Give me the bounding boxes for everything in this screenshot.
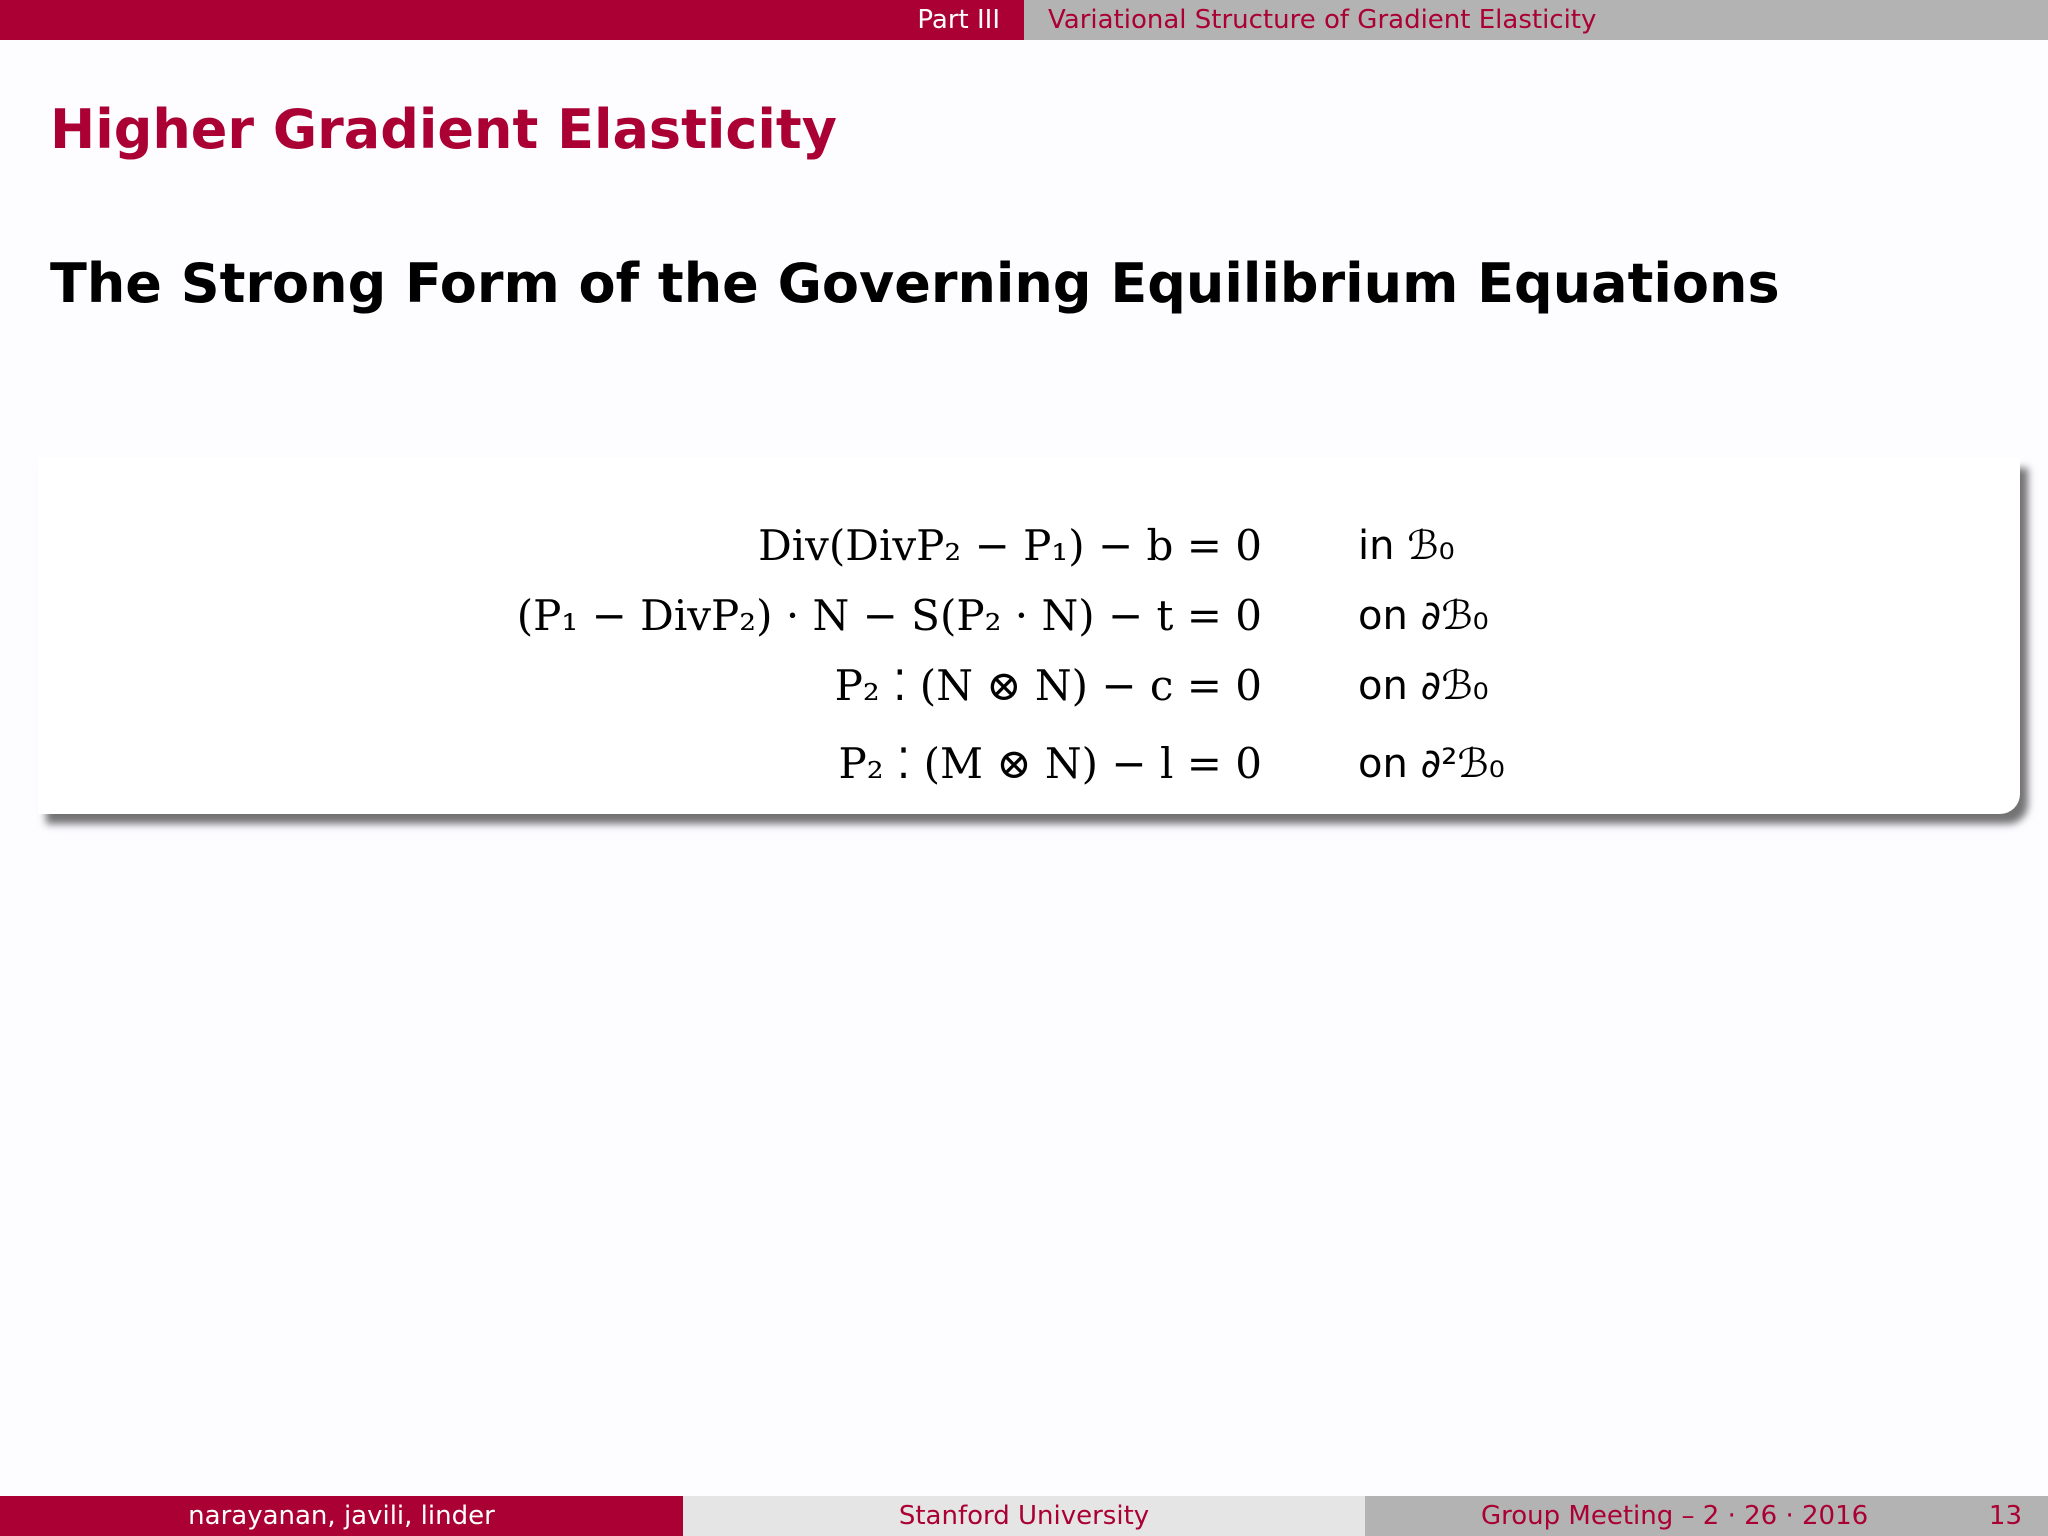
footer-institution: Stanford University [898, 1501, 1150, 1531]
footer-institution-section [683, 1496, 1365, 1536]
equation-row-3 [0, 656, 2048, 716]
equation-lhs: Div(DivP₂ − P₁) − b = 0 [758, 521, 1262, 570]
equation-row-4 [0, 734, 2048, 794]
header-bar [0, 0, 2048, 40]
equation-domain: on ∂²ℬ₀ [1358, 741, 1505, 787]
section-title: The Strong Form of the Governing Equilibrium Equations [50, 252, 1780, 315]
equation-lhs: P₂ ⁚ (M ⊗ N) − l = 0 [838, 739, 1262, 788]
equation-row-2 [0, 586, 2048, 646]
equation-domain: in ℬ₀ [1358, 523, 1455, 569]
equation-row-1 [0, 516, 2048, 576]
footer-authors: narayanan, javili, linder [188, 1501, 495, 1531]
page-number: 13 [1988, 1501, 2022, 1531]
footer-authors-section [0, 1496, 683, 1536]
frame-title: Higher Gradient Elasticity [50, 98, 837, 161]
equation-domain: on ∂ℬ₀ [1358, 593, 1489, 639]
header-part-title-section [1024, 0, 2048, 40]
header-part-section [0, 0, 1024, 40]
header-part-title: Variational Structure of Gradient Elasticity [1048, 5, 1597, 35]
equation-domain: on ∂ℬ₀ [1358, 663, 1489, 709]
footer-bar [0, 1496, 2048, 1536]
footer-event: Group Meeting – 2 · 26 · 2016 [1481, 1501, 1869, 1531]
footer-event-section [1365, 1496, 2048, 1536]
equation-lhs: (P₁ − DivP₂) · N − S(P₂ · N) − t = 0 [516, 591, 1262, 640]
header-part-label: Part III [917, 5, 1000, 35]
equation-lhs: P₂ ⁚ (N ⊗ N) − c = 0 [834, 661, 1262, 710]
